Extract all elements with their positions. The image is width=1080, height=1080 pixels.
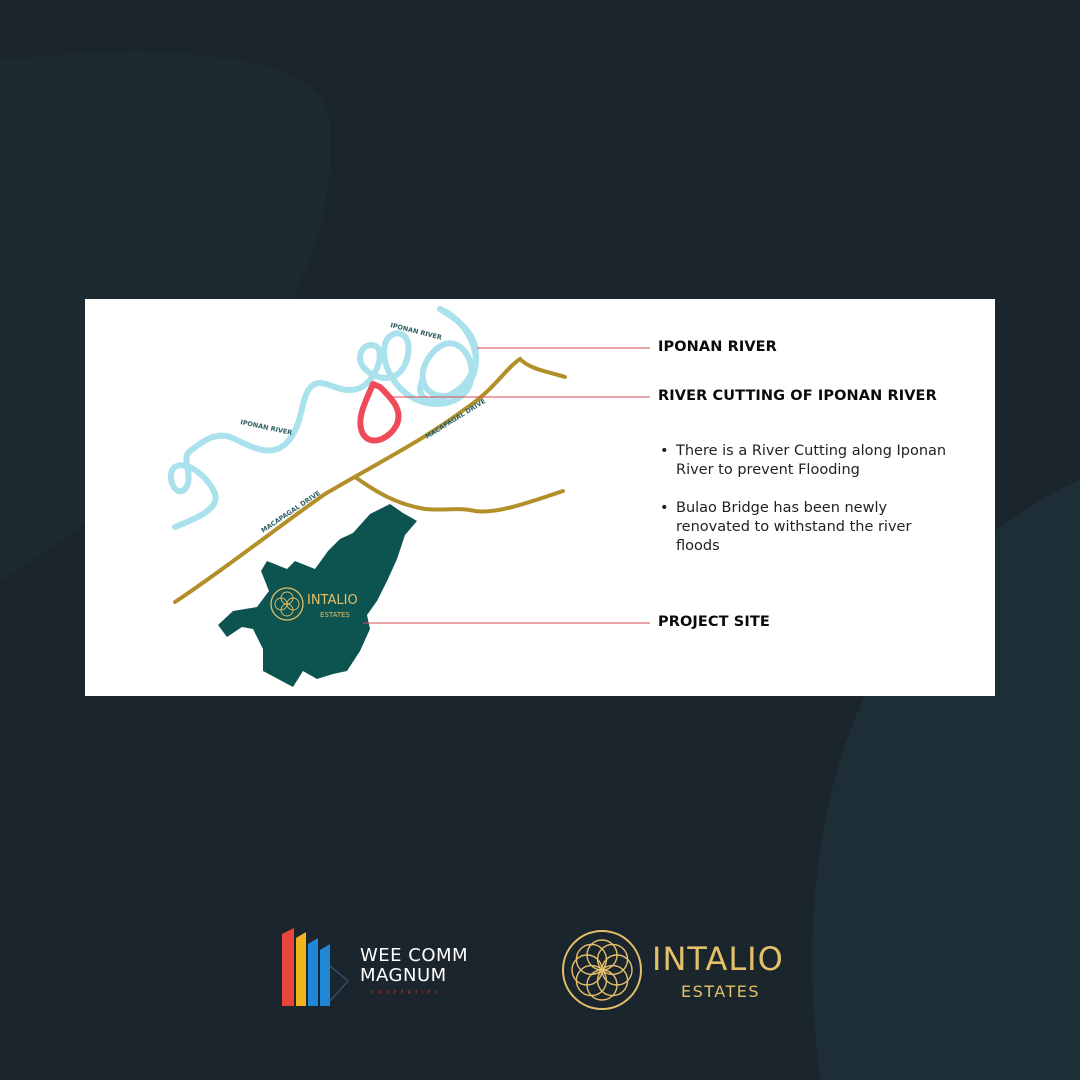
map-panel	[85, 299, 995, 696]
wee-comm-logo-icon	[280, 926, 352, 1008]
road-label-left: MACAPAGAL DRIVE	[259, 489, 322, 535]
intalio-flower-icon	[560, 928, 644, 1012]
site-logo-sub: ESTATES	[320, 611, 350, 619]
road-label-right: MACAPAGAL DRIVE	[423, 397, 488, 441]
river-label-upper: IPONAN RIVER	[389, 321, 443, 342]
river-label-left: IPONAN RIVER	[239, 418, 293, 437]
callout-project-site: PROJECT SITE	[658, 614, 770, 630]
callout-iponan-river: IPONAN RIVER	[658, 339, 777, 355]
bullet-item: • Bulao Bridge has been newly renovated to withstand the river floods	[660, 500, 912, 554]
callout-river-cutting: RIVER CUTTING OF IPONAN RIVER	[658, 388, 937, 404]
site-logo-name: INTALIO	[307, 593, 358, 608]
wee-comm-name: WEE COMM MAGNUM	[360, 945, 469, 986]
intalio-brand-sub: ESTATES	[681, 982, 761, 1001]
intalio-brand-name: INTALIO	[652, 940, 784, 978]
river-cutting	[360, 384, 398, 441]
bullet-item: • There is a River Cutting along Iponan River to prevent Flooding	[660, 443, 947, 478]
wee-comm-sub: PROPERTIES	[371, 990, 442, 996]
info-bullets	[658, 442, 958, 575]
